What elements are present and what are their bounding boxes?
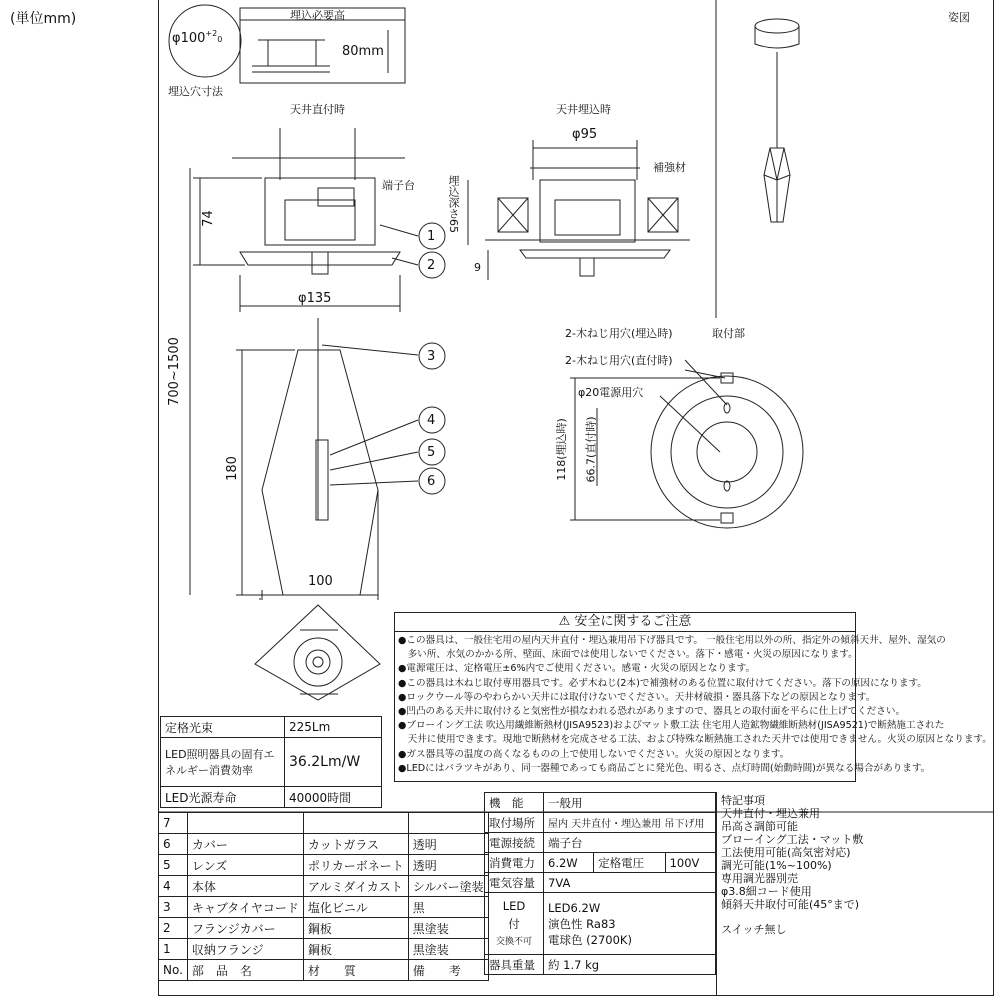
table-row: 5 レンズ ポリカーボネート 透明 bbox=[159, 855, 489, 876]
spec-table: 機 能 一般用 取付場所 屋内 天井直付・埋込兼用 吊下げ用 電源接続 端子台 消費電力 6.2W 定格電圧 100V 電気容量 7VA LED 付 交換不可 LED6.2W 演色性 Ra83 電球色 (2700K) 器具重量 約 1.7 kg bbox=[484, 792, 716, 975]
dim-74: 74 bbox=[200, 210, 216, 227]
callout-label-6: 6 bbox=[427, 474, 436, 489]
safety-line: ●ブローイング工法 吹込用繊維断熱材(JISA9523)およびマット敷工法 住宅用人造鉱物繊維断熱材(JISA9521)で断熱施工された bbox=[398, 720, 945, 732]
safety-line: ●ガス器具等の温度の高くなるものの上で使用しないでください。火災の原因となります。 bbox=[398, 748, 790, 760]
special-notes: 特記事項 天井直付・埋込兼用 吊高さ調節可能 ブローイング工法・マット敷 工法使用可能(高気密対応) 調光可能(1%~100%) 専用調光器別売 φ3.8細コード使用 傾斜天井取付可能(45°まで) スイッチ無し bbox=[716, 792, 992, 996]
table-row: 2 フランジカバー 鋼板 黒塗装 bbox=[159, 918, 489, 939]
terminal-label: 端子台 bbox=[382, 179, 415, 192]
iso-view-title: 姿図 bbox=[948, 11, 970, 24]
callout-label-4: 4 bbox=[427, 413, 436, 428]
dim-118: 118(埋込時) bbox=[554, 418, 568, 481]
mount-part-label: 取付部 bbox=[712, 327, 745, 340]
callout-label-3: 3 bbox=[427, 349, 436, 364]
perf-label: LED光源寿命 bbox=[161, 787, 285, 808]
warning-icon: ⚠ bbox=[558, 614, 571, 629]
dim-66-7: 66.7(直付時) bbox=[584, 416, 598, 483]
table-header: No. 部 品 名 材 質 備 考 bbox=[159, 960, 489, 981]
hole-dimension: $\varphi 100^{+2}0$ bbox=[172, 29, 223, 46]
dim-135: φ135 bbox=[298, 291, 332, 306]
table-row: 3 キャブタイヤコード 塩化ビニル 黒 bbox=[159, 897, 489, 918]
perf-value: 225Lm bbox=[285, 717, 382, 738]
dim-700-1500: 700~1500 bbox=[166, 337, 182, 406]
safety-line: 多い所、水気のかかる所、壁面、床面では使用しないでください。落下・感電・火災の原因になります。 bbox=[398, 649, 858, 661]
safety-text bbox=[395, 632, 992, 778]
reinforce-label: 補強材 bbox=[653, 161, 686, 174]
performance-table bbox=[160, 716, 382, 808]
parts-table bbox=[158, 812, 489, 981]
screw-hole-embed: 2-木ねじ用穴(埋込時) bbox=[565, 327, 673, 340]
ceiling-direct-title: 天井直付時 bbox=[290, 103, 345, 116]
screw-hole-direct: 2-木ねじ用穴(直付時) bbox=[565, 354, 673, 367]
safety-box bbox=[394, 612, 992, 782]
safety-line: ●LEDにはバラツキがあり、同一器種であっても商品ごとに発光色、明るさ、点灯時間(始動時間)が異なる場合があります。 bbox=[398, 762, 931, 774]
callout-label-1: 1 bbox=[427, 229, 436, 244]
unit-label: (単位mm) bbox=[10, 11, 77, 27]
table-row: 4 本体 アルミダイカスト シルバー塗装 bbox=[159, 876, 489, 897]
safety-line: ●ロックウール等のやわらかい天井には取付けないでください。天井材破損・器具落下などの原因となります。 bbox=[398, 691, 876, 703]
callout-label-5: 5 bbox=[427, 445, 436, 460]
power-hole-label: φ20電源用穴 bbox=[578, 386, 644, 399]
callout-label-2: 2 bbox=[427, 258, 436, 273]
perf-value: 40000時間 bbox=[285, 787, 382, 808]
ceiling-embed-title: 天井埋込時 bbox=[556, 103, 611, 116]
perf-label: LED照明器具の固有エネルギー消費効率 bbox=[161, 738, 285, 787]
dim-9: 9 bbox=[474, 261, 481, 274]
perf-label: 定格光束 bbox=[161, 717, 285, 738]
embed-depth-label: 埋込深さ65 bbox=[447, 175, 460, 233]
perf-value: 36.2Lm/W bbox=[285, 738, 382, 787]
hole-caption: 埋込穴寸法 bbox=[168, 85, 223, 98]
dim-100: 100 bbox=[308, 574, 333, 589]
dim-95: φ95 bbox=[572, 127, 598, 142]
table-row: 6 カバー カットガラス 透明 bbox=[159, 834, 489, 855]
safety-line: 天井に使用できます。現地で断熱材を完成させる工法、および特殊な断熱施工された天井では使用できません。火災の原因となります。 bbox=[398, 734, 992, 746]
embed-height-value: 80mm bbox=[342, 44, 384, 59]
dim-180: 180 bbox=[224, 456, 240, 481]
embed-height-title: 埋込必要高 bbox=[290, 9, 345, 22]
safety-line: ●この器具は、一般住宅用の屋内天井直付・埋込兼用吊下げ器具です。 一般住宅用以外の所、指定外の傾斜天井、屋外、湿気の bbox=[398, 635, 946, 646]
safety-line: ●凹凸のある天井に取付けると気密性が損なわれる恐れがありますので、器具との取付面を平らに仕上げてください。 bbox=[398, 706, 906, 718]
safety-line: ●電源電圧は、定格電圧±6%内でご使用ください。感電・火災の原因となります。 bbox=[398, 663, 756, 675]
table-row: 1 収納フランジ 鋼板 黒塗装 bbox=[159, 939, 489, 960]
table-row: 7 bbox=[159, 813, 489, 834]
safety-title: ⚠ 安全に関するご注意 bbox=[395, 613, 855, 632]
safety-line: ●この器具は木ねじ取付専用器具です。必ず木ねじ(2本)で補強材のある位置に取付けてください。落下の原因になります。 bbox=[398, 677, 927, 689]
